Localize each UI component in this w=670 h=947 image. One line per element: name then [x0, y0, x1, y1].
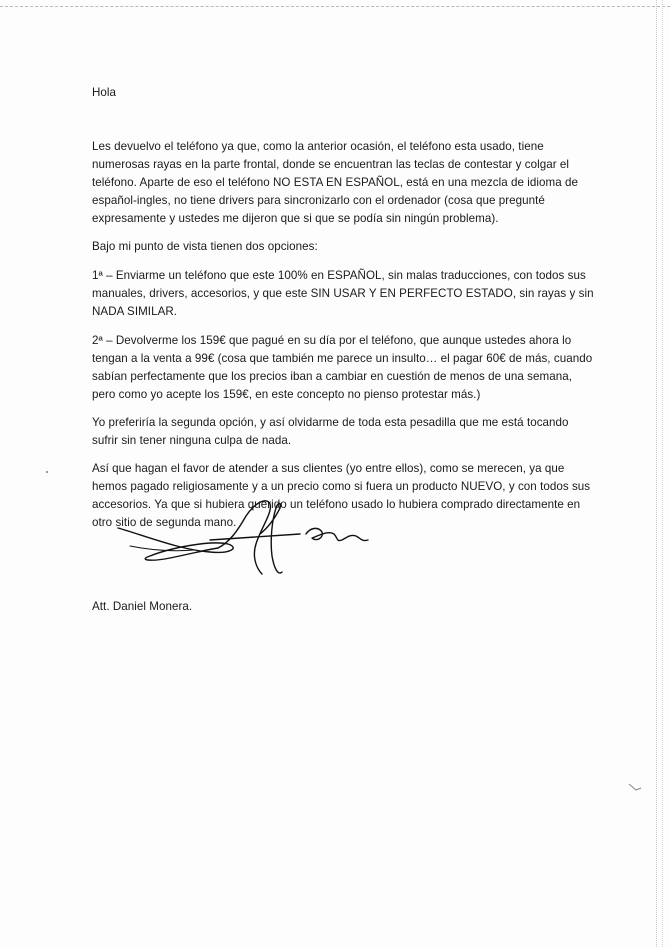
paragraph-preference — [92, 414, 592, 450]
letter-greeting: Hola — [92, 86, 117, 99]
scan-edge-right-outer — [662, 0, 664, 947]
scan-edge-top — [0, 6, 670, 8]
letter-closing-signature-name: Att. Daniel Monera. — [92, 600, 193, 613]
text-line: Así que hagan el favor de atender a sus clientes (yo entre ellos), como se merecen, ya que — [92, 462, 565, 475]
text-line: teléfono. Aparte de eso el teléfono NO ESTA EN ESPAÑOL, está en una mezcla de idioma de — [92, 176, 578, 189]
text-line: accesorios. Ya que si hubiera querido un teléfono usado lo hubiera comprado directamente en — [92, 498, 581, 511]
text-line: Les devuelvo el teléfono ya que, como la anterior ocasión, el teléfono esta usado, tiene — [92, 140, 544, 153]
text-line: español-ingles, no tiene drivers para sincronizarlo con el ordenador (cosa que pregunté — [92, 194, 545, 207]
text-line: 2ª – Devolverme los 159€ que pagué en su día por el teléfono, que aunque ustedes ahora lo — [92, 334, 572, 347]
paragraph-option-2 — [92, 332, 592, 404]
handwritten-signature — [110, 490, 380, 590]
text-line: Bajo mi punto de vista tienen dos opciones: — [92, 240, 318, 253]
text-line: otro sitio de segunda mano. — [92, 516, 237, 529]
text-line: hemos pagado religiosamente y a un precio como si fuera un producto NUEVO, y con todos sus — [92, 480, 591, 493]
paragraph-options-intro — [92, 238, 592, 256]
text-line: 1ª – Enviarme un teléfono que este 100% en ESPAÑOL, sin malas traducciones, con todos sus — [92, 269, 586, 282]
text-line: Yo preferiría la segunda opción, y así olvidarme de toda esta pesadilla que me está tocando — [92, 416, 569, 429]
text-line: manuales, drivers, accesorios, y que este SIN USAR Y EN PERFECTO ESTADO, sin rayas y sin — [92, 287, 594, 300]
text-line: pero como yo acepte los 159€, en este concepto no pienso protestar más.) — [92, 388, 481, 401]
text-line: sabían perfectamente que los precios iban a cambiar en cuestión de menos de una semana, — [92, 370, 572, 383]
scan-edge-right — [656, 0, 658, 947]
text-line: expresamente y ustedes me dijeron que si que se podía sin ningún problema). — [92, 212, 499, 225]
text-line: numerosas rayas en la parte frontal, donde se encuentran las teclas de contestar y colgar el — [92, 158, 569, 171]
text-line: sufrir sin tener ninguna culpa de nada. — [92, 434, 292, 447]
scan-mark — [628, 782, 642, 792]
paragraph-option-1 — [92, 267, 592, 321]
text-line: tengan a la venta a 99€ (cosa que también me parece un insulto… el pagar 60€ de más, cuando — [92, 352, 593, 365]
paragraph-complaint — [92, 138, 592, 228]
text-line: NADA SIMILAR. — [92, 305, 178, 318]
scan-speck — [46, 471, 48, 473]
